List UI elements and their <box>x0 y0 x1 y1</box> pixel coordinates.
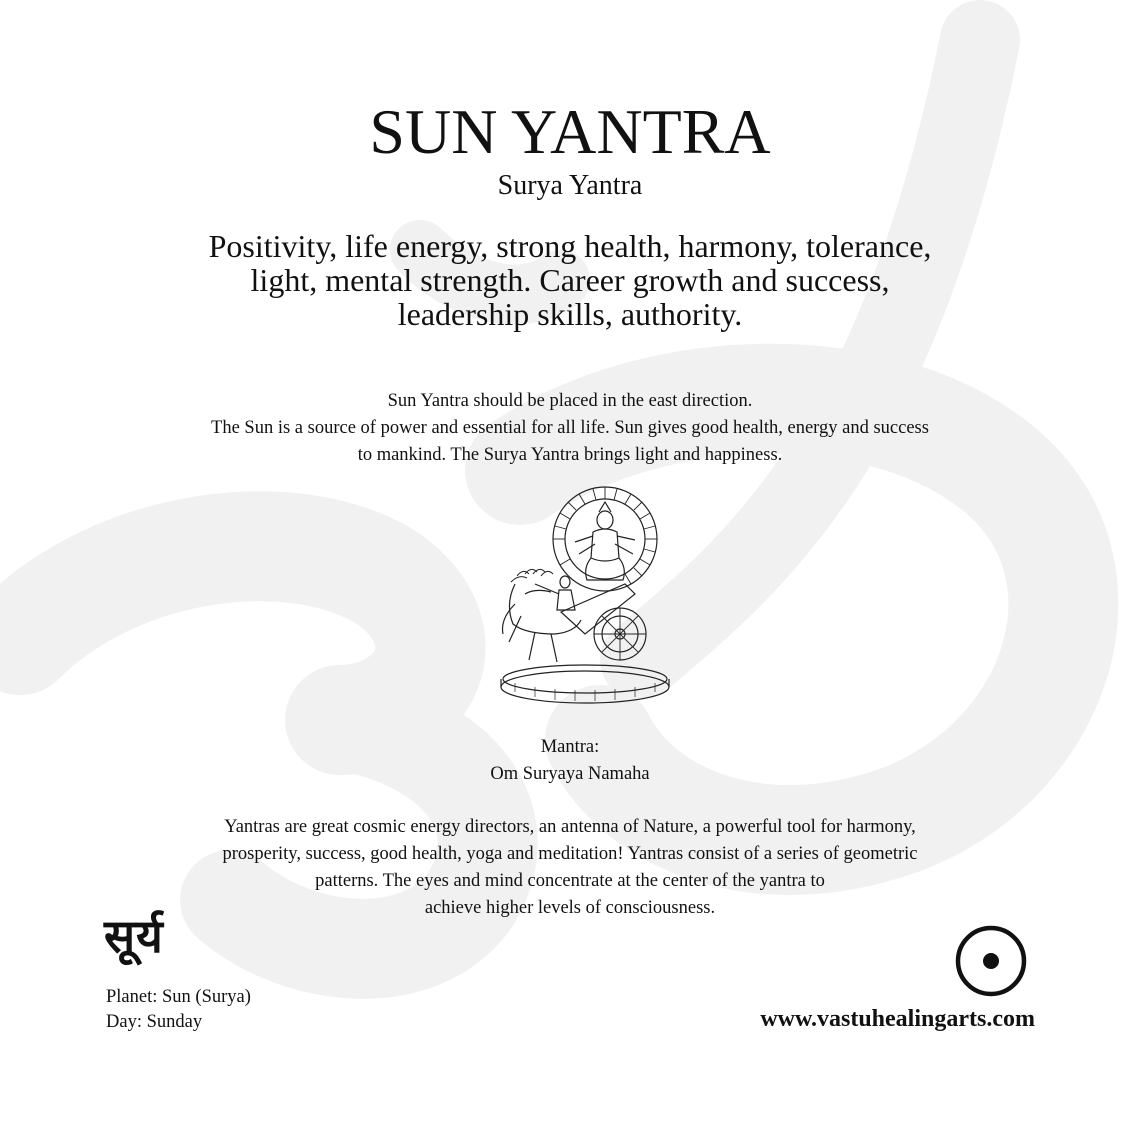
planet-label: Planet: Sun (Surya) <box>106 987 251 1007</box>
mantra-block <box>0 734 1140 788</box>
about-line: achieve higher levels of consciousness. <box>424 898 716 918</box>
surya-chariot-illustration <box>495 484 675 724</box>
devanagari-name: सूर्य <box>104 909 164 963</box>
benefits-text <box>130 229 1010 331</box>
benefits-line: Positivity, life energy, strong health, harmony, tolerance, <box>208 228 932 264</box>
website-link[interactable]: www.vastuhealingarts.com <box>760 1006 1035 1032</box>
benefits-line: light, mental strength. Career growth and success, <box>250 262 890 298</box>
placement-text <box>100 388 1040 469</box>
about-yantras-text <box>100 814 1040 922</box>
placement-line: Sun Yantra should be placed in the east direction. <box>387 391 753 411</box>
page-title: SUN YANTRA <box>369 96 771 167</box>
about-line: prosperity, success, good health, yoga and meditation! Yantras consist of a series of geometric <box>222 844 918 864</box>
day-label: Day: Sunday <box>106 1012 203 1032</box>
benefits-line: leadership skills, authority. <box>397 296 743 332</box>
about-line: patterns. The eyes and mind concentrate at the center of the yantra to <box>315 871 825 891</box>
mantra-text: Om Suryaya Namaha <box>490 764 650 784</box>
planet-info <box>106 985 251 1035</box>
about-line: Yantras are great cosmic energy directors, an antenna of Nature, a powerful tool for harmony, <box>224 817 916 837</box>
sun-circumpunct-icon <box>952 922 1030 1000</box>
placement-line: to mankind. The Surya Yantra brings light and happiness. <box>357 445 783 465</box>
mantra-label: Mantra: <box>540 737 600 757</box>
page-subtitle: Surya Yantra <box>497 170 643 201</box>
placement-line: The Sun is a source of power and essential for all life. Sun gives good health, energy and success <box>211 418 929 438</box>
